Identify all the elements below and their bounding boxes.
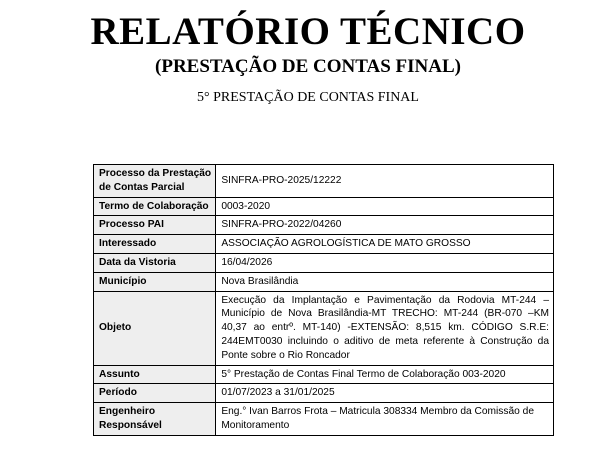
row-label: Período [94, 384, 216, 403]
table-row-processo-prestacao [94, 165, 554, 198]
row-label: Termo de Colaboração [94, 197, 216, 216]
row-value: SINFRA-PRO-2022/04260 [216, 216, 554, 235]
document-caption: 5° PRESTAÇÃO DE CONTAS FINAL [197, 90, 419, 105]
row-value: Execução da Implantação e Pavimentação da Rodovia MT-244 – Município de Nova Brasilândia-MT TRECHO: MT-244 (BR-070 –KM 40,37 ao entrº. MT-140) -EXTENSÃO: 8,515 km. CÓDIGO S.R.E: 244EMT0030 incluindo o aditivo de meta referente à Construção da Ponte sobre o Rio Roncador [216, 291, 554, 365]
row-label: Objeto [94, 291, 216, 365]
row-value: 5° Prestação de Contas Final Termo de Colaboração 003-2020 [216, 365, 554, 384]
row-label: Município [94, 272, 216, 291]
table-row-assunto [94, 365, 554, 384]
document-title: RELATÓRIO TÉCNICO [90, 10, 526, 53]
row-value: 0003-2020 [216, 197, 554, 216]
table-row-objeto [94, 291, 554, 365]
table-row-periodo [94, 384, 554, 403]
row-value: Eng.° Ivan Barros Frota – Matricula 308334 Membro da Comissão de Monitoramento [216, 403, 554, 436]
table-row-data-vistoria [94, 253, 554, 272]
row-label: Data da Vistoria [94, 253, 216, 272]
table-row-processo-pai [94, 216, 554, 235]
table-row-termo-colaboracao [94, 197, 554, 216]
row-label: Processo da Prestação de Contas Parcial [94, 165, 216, 198]
row-label: Interessado [94, 235, 216, 254]
row-value: 16/04/2026 [216, 253, 554, 272]
info-table [93, 164, 554, 436]
row-value: ASSOCIAÇÃO AGROLOGÍSTICA DE MATO GROSSO [216, 235, 554, 254]
table-row-engenheiro [94, 403, 554, 436]
table-row-municipio [94, 272, 554, 291]
document-subtitle: (PRESTAÇÃO DE CONTAS FINAL) [155, 56, 461, 77]
row-value: SINFRA-PRO-2025/12222 [216, 165, 554, 198]
row-label: Assunto [94, 365, 216, 384]
row-value: Nova Brasilândia [216, 272, 554, 291]
table-row-interessado [94, 235, 554, 254]
row-label: Processo PAI [94, 216, 216, 235]
row-value: 01/07/2023 a 31/01/2025 [216, 384, 554, 403]
row-label: Engenheiro Responsável [94, 403, 216, 436]
